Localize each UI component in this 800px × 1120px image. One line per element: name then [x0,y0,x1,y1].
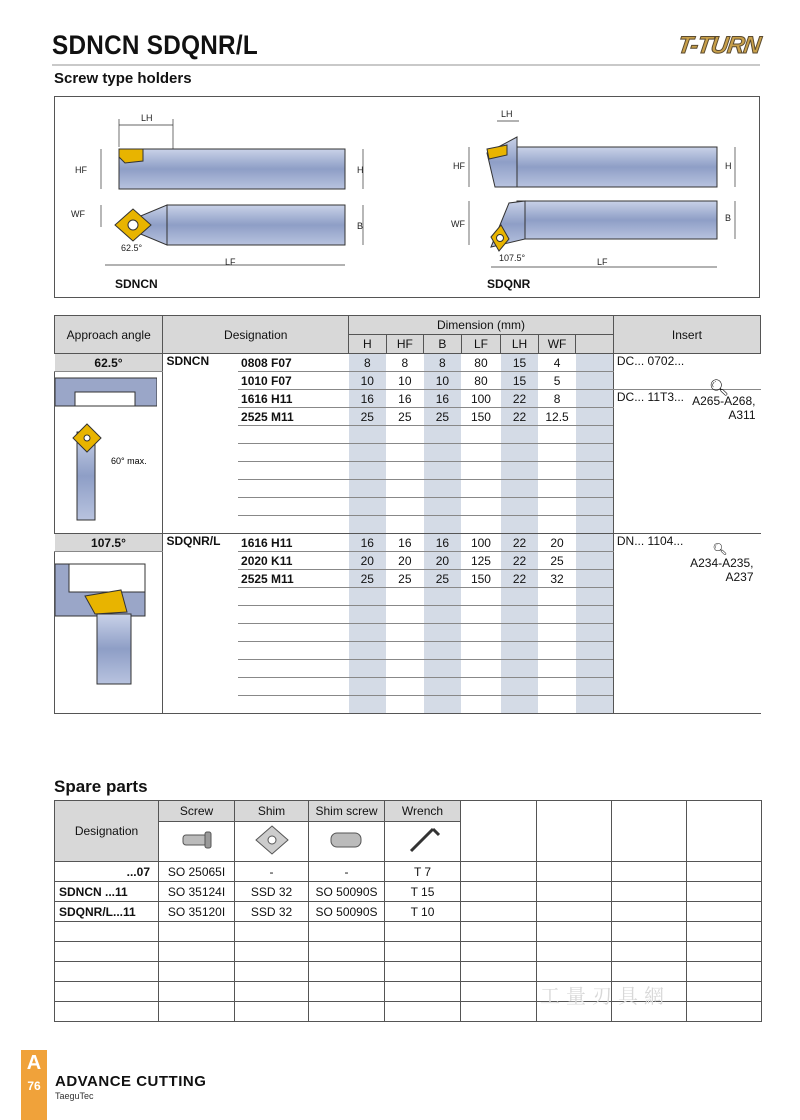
value-lf: 80 [461,372,501,390]
catalog-ref-link[interactable]: A234-A235, [690,556,754,570]
spare-designation: SDQNR/L...11 [55,902,159,922]
spare-shim-screw: - [309,862,385,882]
value-hf: 25 [386,570,424,588]
col-spacer [576,335,614,354]
holder-diagram [54,96,760,298]
dim-label-hf: HF [75,165,87,175]
col-lh: LH [501,335,539,354]
value-wf: 8 [538,390,576,408]
insert-type: DC... 11T3... [616,390,685,404]
insert-cell [613,380,760,534]
dim-label-b: B [357,221,364,231]
insert-cell [613,534,760,714]
magnifier-icon: 🔍︎ [712,542,728,556]
catalog-ref-link[interactable]: A265-A268, [692,394,756,408]
value-hf: 25 [386,408,424,426]
value-wf: 12.5 [538,408,576,426]
spare-wrench: T 7 [385,862,461,882]
screw-icon [159,822,235,862]
table-row-empty [55,922,762,942]
col-wrench: Wrench [385,801,461,822]
table-row [55,354,761,372]
page-title: SDNCN SDQNR/L [52,30,259,60]
series-cell: SDNCN [163,354,238,534]
designation-code: 2020 K11 [238,552,349,570]
col-lf: LF [461,335,501,354]
diagram-label-sdqnr: SDQNR [487,277,531,291]
brand-name: ADVANCE CUTTING [55,1073,207,1090]
spare-shim: SSD 32 [235,902,309,922]
spare-designation: ...07 [55,862,159,882]
approach-107-icon [55,552,157,702]
value-lh: 15 [501,354,539,372]
series-cell: SDQNR/L [163,534,238,714]
value-lh: 22 [501,552,539,570]
shim-screw-icon [309,822,385,862]
value-hf: 20 [386,552,424,570]
designation-code: 1616 H11 [238,534,349,552]
col-approach-angle: Approach angle [55,316,163,354]
insert-type: DC... 0702... [616,354,685,368]
catalog-ref-link[interactable]: A237 [725,570,754,584]
dim-label-lh: LH [501,109,513,119]
holder-drawings [55,97,759,297]
value-b: 25 [424,570,462,588]
value-lh: 22 [501,390,539,408]
value-h: 16 [349,534,387,552]
spare-shim-screw: SO 50090S [309,902,385,922]
table-row [55,902,762,922]
catalog-ref[interactable] [617,394,758,422]
spare-designation: SDNCN ...11 [55,882,159,902]
spare-shim: SSD 32 [235,882,309,902]
spare-parts-title: Spare parts [54,777,148,796]
section-tab [21,1050,47,1120]
value-lh: 22 [501,570,539,588]
catalog-ref[interactable] [617,556,758,584]
dim-label-hf: HF [453,161,465,171]
diagram-label-sdncn: SDNCN [115,277,158,291]
table-row [55,882,762,902]
spare-shim: - [235,862,309,882]
value-lf: 150 [461,570,501,588]
value-hf: 16 [386,534,424,552]
table-row-empty [55,962,762,982]
designation-code: 1616 H11 [238,390,349,408]
title-divider [52,64,760,66]
col-shim: Shim [235,801,309,822]
table-row-empty [55,942,762,962]
value-lh: 22 [501,408,539,426]
value-wf: 32 [538,570,576,588]
value-hf: 8 [386,354,424,372]
value-b: 16 [424,534,462,552]
magnifier-icon: 🔍︎ [708,380,730,397]
wrench-icon [385,822,461,862]
angle-label: 107.5° [499,253,526,263]
value-b: 10 [424,372,462,390]
spare-screw: SO 35120I [159,902,235,922]
insert-type: DN... 1104... [616,534,684,548]
sdncn-side-view [101,119,363,189]
value-wf: 5 [538,372,576,390]
brand-logo: T-TURN [676,32,762,59]
sdqnr-side-view [469,121,735,187]
dim-label-b: B [725,213,732,223]
value-lf: 100 [461,390,501,408]
col-screw: Screw [159,801,235,822]
value-h: 20 [349,552,387,570]
angle-label: 62.5° [121,243,143,253]
value-b: 8 [424,354,462,372]
value-hf: 10 [386,372,424,390]
spare-wrench: T 10 [385,902,461,922]
approach-angle-cell: 107.5° [55,534,163,552]
value-b: 25 [424,408,462,426]
value-b: 16 [424,390,462,408]
value-h: 10 [349,372,387,390]
approach-illustration [55,372,163,534]
spare-screw: SO 25065I [159,862,235,882]
value-lf: 100 [461,534,501,552]
dim-label-wf: WF [451,219,465,229]
value-h: 25 [349,570,387,588]
col-designation: Designation [55,801,159,862]
shim-icon [235,822,309,862]
col-shim-screw: Shim screw [309,801,385,822]
value-wf: 4 [538,354,576,372]
col-wf: WF [538,335,576,354]
value-hf: 16 [386,390,424,408]
table-row [55,862,762,882]
col-dimension: Dimension (mm) [349,316,614,335]
designation-code: 2525 M11 [238,570,349,588]
table-row [55,534,761,552]
designation-code: 2525 M11 [238,408,349,426]
page-number: 76 [27,1079,41,1093]
dim-label-lh: LH [141,113,153,123]
value-lf: 80 [461,354,501,372]
dim-label-lf: LF [225,257,236,267]
col-designation: Designation [163,316,349,354]
approach-illustration [55,552,163,714]
page-subtitle: Screw type holders [54,70,192,87]
col-hf: HF [386,335,424,354]
dim-label-h: H [357,165,364,175]
spare-shim-screw: SO 50090S [309,882,385,902]
value-wf: 25 [538,552,576,570]
value-h: 16 [349,390,387,408]
value-lh: 15 [501,372,539,390]
brand-subtitle: TaeguTec [55,1091,94,1101]
col-b: B [424,335,462,354]
spare-wrench: T 15 [385,882,461,902]
value-b: 20 [424,552,462,570]
holders-table [54,315,761,714]
value-h: 8 [349,354,387,372]
spare-screw: SO 35124I [159,882,235,902]
angle-note: 60° max. [111,456,147,466]
dim-label-h: H [725,161,732,171]
designation-code: 1010 F07 [238,372,349,390]
catalog-ref-link[interactable]: A311 [728,408,756,422]
value-wf: 20 [538,534,576,552]
value-lh: 22 [501,534,539,552]
section-letter: A [26,1052,42,1074]
value-h: 25 [349,408,387,426]
col-h: H [349,335,387,354]
value-lf: 125 [461,552,501,570]
watermark: 工量刃具網 [540,986,670,1008]
approach-angle-cell: 62.5° [55,354,163,372]
approach-62-icon [55,372,157,522]
dim-label-wf: WF [71,209,85,219]
designation-code: 0808 F07 [238,354,349,372]
sdncn-top-view [101,205,363,265]
col-insert: Insert [613,316,760,354]
value-lf: 150 [461,408,501,426]
dim-label-lf: LF [597,257,608,267]
